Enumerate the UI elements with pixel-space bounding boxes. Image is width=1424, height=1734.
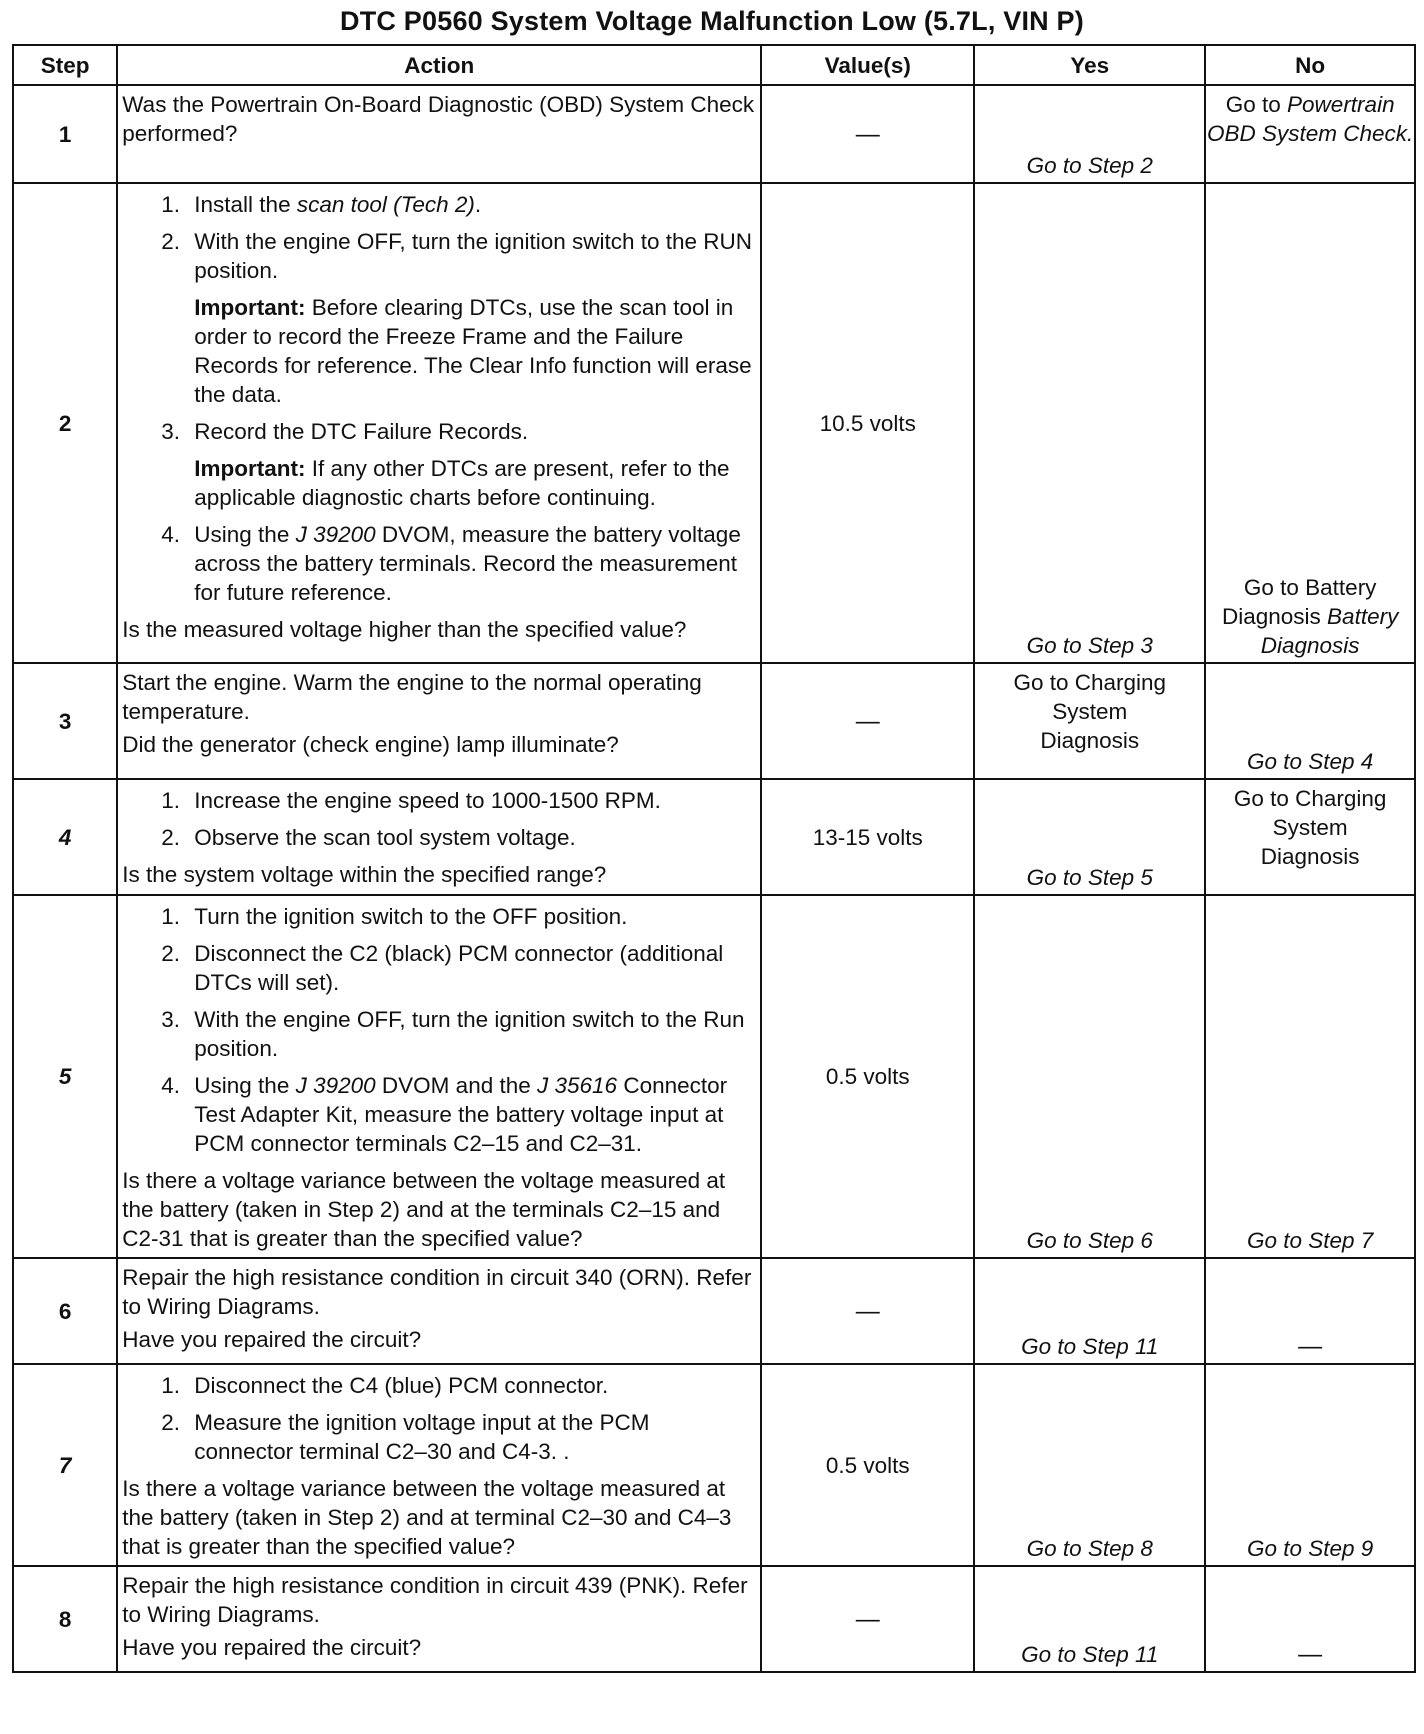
yes-cell — [974, 183, 1205, 663]
action-cell — [117, 85, 761, 183]
value-cell: 0.5 volts — [761, 895, 974, 1258]
header-step: Step — [13, 45, 117, 85]
yes-cell — [974, 1364, 1205, 1566]
table-row — [13, 183, 1415, 663]
step-number: 5 — [13, 895, 117, 1258]
list-item: 1. Turn the ignition switch to the OFF position. — [186, 902, 754, 931]
action-text: Was the Powertrain On-Board Diagnostic (OBD) System Check performed? — [122, 92, 755, 146]
no-cell — [1205, 85, 1415, 183]
action-cell — [117, 1364, 761, 1566]
no-cell: — — [1205, 1258, 1415, 1364]
goto-link: Go to Step 4 — [1246, 749, 1374, 774]
action-cell — [117, 183, 761, 663]
no-cell — [1205, 1364, 1415, 1566]
goto-link: Go to Step 8 — [1026, 1536, 1153, 1561]
list-item: 3. With the engine OFF, turn the ignition switch to the Run position. — [186, 1005, 754, 1063]
action-text: Repair the high resistance condition in circuit 340 (ORN). Refer to Wiring Diagrams. — [122, 1265, 752, 1319]
action-text: Start the engine. Warm the engine to the normal operating temperature. — [122, 670, 702, 724]
no-prefix: Go to — [1225, 92, 1288, 117]
table-row — [13, 1566, 1415, 1672]
goto-link: Go to Step 11 — [1021, 1642, 1159, 1667]
question-text: Is there a voltage variance between the voltage measured at the battery (taken in Step 2) and at terminal C2–30 and C4–3 that is greater than the specified value? — [122, 1476, 732, 1559]
goto-link: Battery Diagnosis — [1260, 604, 1399, 658]
step-number: 8 — [13, 1566, 117, 1672]
list-item: 1. Install the scan tool (Tech 2). — [186, 190, 754, 219]
question-text: Is the system voltage within the specified range? — [122, 862, 607, 887]
value-cell: 13-15 volts — [761, 779, 974, 895]
no-cell: — — [1205, 1566, 1415, 1672]
list-item: 3. Record the DTC Failure Records. — [186, 417, 754, 446]
no-cell — [1205, 779, 1415, 895]
action-text: Repair the high resistance condition in circuit 439 (PNK). Refer to Wiring Diagrams. — [122, 1573, 748, 1627]
action-list — [122, 520, 754, 607]
step-number: 3 — [13, 663, 117, 779]
step-number: 4 — [13, 779, 117, 895]
table-row — [13, 1364, 1415, 1566]
question-text: Have you repaired the circuit? — [122, 1635, 422, 1660]
no-prefix: Go to Battery Diagnosis — [1221, 575, 1377, 629]
value-cell: 0.5 volts — [761, 1364, 974, 1566]
action-list — [122, 1371, 754, 1466]
table-row — [13, 1258, 1415, 1364]
yes-cell — [974, 1566, 1205, 1672]
action-list — [122, 786, 754, 852]
value-cell: — — [761, 1566, 974, 1672]
goto-link: Go to Step 11 — [1021, 1334, 1159, 1359]
goto-link: Powertrain OBD System Check. — [1207, 92, 1414, 146]
yes-cell — [974, 85, 1205, 183]
header-yes: Yes — [974, 45, 1205, 85]
header-row — [13, 45, 1415, 85]
question-text: Is there a voltage variance between the voltage measured at the battery (taken in Step 2) and at the terminals C2–15 and C2-31 that is greater than the specified value? — [122, 1168, 726, 1251]
yes-cell — [974, 663, 1205, 779]
goto-link: Go to Step 5 — [1026, 865, 1153, 890]
list-item: 2. Disconnect the C2 (black) PCM connector (additional DTCs will set). — [186, 939, 754, 997]
value-cell: 10.5 volts — [761, 183, 974, 663]
action-cell — [117, 663, 761, 779]
goto-link: Go to Charging System Diagnosis — [1013, 670, 1167, 753]
table-row — [13, 779, 1415, 895]
list-item: 2. Measure the ignition voltage input at the PCM connector terminal C2–30 and C4-3. . — [186, 1408, 754, 1466]
header-action: Action — [117, 45, 761, 85]
header-values: Value(s) — [761, 45, 974, 85]
page-title: DTC P0560 System Voltage Malfunction Low (5.7L, VIN P) — [340, 6, 1084, 36]
list-item: 4. Using the J 39200 DVOM and the J 35616 Connector Test Adapter Kit, measure the battery voltage input at PCM connector terminals C2–15 and C2–31. — [186, 1071, 754, 1158]
question-text: Have you repaired the circuit? — [122, 1327, 422, 1352]
question-text: Is the measured voltage higher than the specified value? — [122, 617, 687, 642]
action-list — [122, 417, 754, 446]
diagnostic-table — [12, 44, 1416, 1673]
yes-cell — [974, 895, 1205, 1258]
action-cell — [117, 1258, 761, 1364]
list-item: 1. Increase the engine speed to 1000-1500 RPM. — [186, 786, 754, 815]
step-number: 1 — [13, 85, 117, 183]
list-item: 1. Disconnect the C4 (blue) PCM connector. — [186, 1371, 754, 1400]
goto-link: Go to Charging System Diagnosis — [1233, 786, 1387, 869]
yes-cell — [974, 1258, 1205, 1364]
goto-link: Go to Step 2 — [1026, 153, 1153, 178]
yes-cell — [974, 779, 1205, 895]
no-cell — [1205, 183, 1415, 663]
goto-link: Go to Step 9 — [1246, 1536, 1374, 1561]
action-cell — [117, 779, 761, 895]
table-row — [13, 85, 1415, 183]
table-row — [13, 663, 1415, 779]
header-no: No — [1205, 45, 1415, 85]
value-cell: — — [761, 663, 974, 779]
goto-link: Go to Step 3 — [1026, 633, 1153, 658]
list-item: 4. Using the J 39200 DVOM, measure the battery voltage across the battery terminals. Record the measurement for future reference. — [186, 520, 754, 607]
table-row — [13, 895, 1415, 1258]
action-cell — [117, 895, 761, 1258]
question-text: Did the generator (check engine) lamp illuminate? — [122, 732, 619, 757]
step-number: 7 — [13, 1364, 117, 1566]
goto-link: Go to Step 7 — [1246, 1228, 1374, 1253]
no-cell — [1205, 895, 1415, 1258]
value-cell: — — [761, 85, 974, 183]
list-item: 2. With the engine OFF, turn the ignition switch to the RUN position. — [186, 227, 754, 285]
value-cell: — — [761, 1258, 974, 1364]
list-item: 2. Observe the scan tool system voltage. — [186, 823, 754, 852]
goto-link: Go to Step 6 — [1026, 1228, 1153, 1253]
important-note: Important: Before clearing DTCs, use the scan tool in order to record the Freeze Frame and the Failure Records for reference. The Clear Info function will erase the data. — [194, 295, 752, 407]
action-list — [122, 190, 754, 285]
no-cell — [1205, 663, 1415, 779]
action-cell — [117, 1566, 761, 1672]
step-number: 2 — [13, 183, 117, 663]
important-note: Important: If any other DTCs are present, refer to the applicable diagnostic charts before continuing. — [194, 456, 730, 510]
action-list — [122, 902, 754, 1158]
step-number: 6 — [13, 1258, 117, 1364]
